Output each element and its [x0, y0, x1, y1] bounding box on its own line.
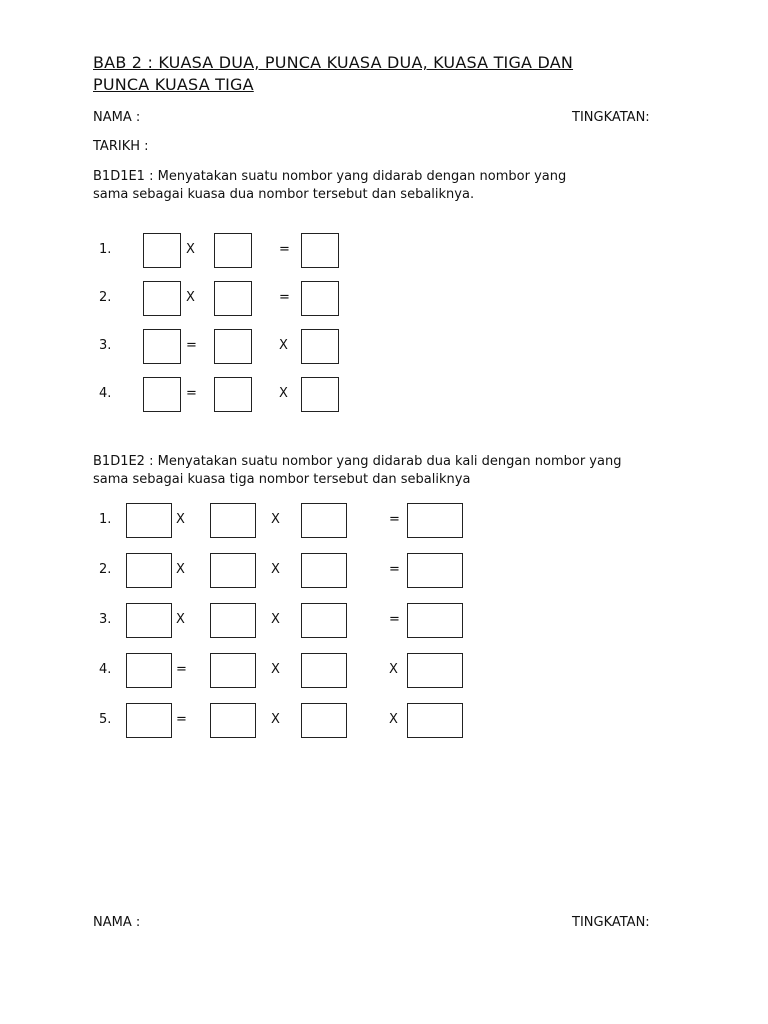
operator: X	[176, 612, 185, 627]
row-number: 3.	[99, 338, 112, 353]
answer-box[interactable]	[301, 377, 339, 412]
answer-box[interactable]	[407, 653, 463, 688]
footer-nama-label: NAMA :	[93, 915, 141, 930]
section2-line-2: sama sebagai kuasa tiga nombor tersebut dan sebaliknya	[93, 472, 471, 487]
row-number: 3.	[99, 612, 112, 627]
row-number: 2.	[99, 562, 112, 577]
footer-tingkatan-label: TINGKATAN:	[572, 915, 650, 930]
answer-box[interactable]	[407, 603, 463, 638]
answer-box[interactable]	[210, 653, 256, 688]
row-number: 2.	[99, 290, 112, 305]
section1-objective	[93, 168, 566, 204]
answer-box[interactable]	[407, 503, 463, 538]
answer-box[interactable]	[301, 503, 347, 538]
operator: X	[271, 612, 280, 627]
answer-box[interactable]	[214, 233, 252, 268]
answer-box[interactable]	[143, 377, 181, 412]
operator: X	[279, 338, 288, 353]
operator: =	[389, 562, 400, 577]
answer-box[interactable]	[214, 281, 252, 316]
operator: X	[271, 712, 280, 727]
operator: X	[389, 712, 398, 727]
answer-box[interactable]	[210, 503, 256, 538]
answer-box[interactable]	[301, 233, 339, 268]
answer-box[interactable]	[126, 703, 172, 738]
answer-box[interactable]	[126, 553, 172, 588]
operator: X	[271, 512, 280, 527]
nama-label: NAMA :	[93, 110, 141, 125]
operator: =	[176, 662, 187, 677]
page-title	[93, 52, 573, 96]
answer-box[interactable]	[301, 281, 339, 316]
operator: X	[186, 290, 195, 305]
answer-box[interactable]	[214, 377, 252, 412]
operator: =	[389, 512, 400, 527]
answer-box[interactable]	[301, 329, 339, 364]
operator: X	[271, 662, 280, 677]
operator: X	[271, 562, 280, 577]
section2-objective	[93, 453, 621, 489]
answer-box[interactable]	[407, 553, 463, 588]
answer-box[interactable]	[301, 553, 347, 588]
tarikh-label: TARIKH :	[93, 139, 149, 154]
answer-box[interactable]	[210, 553, 256, 588]
answer-box[interactable]	[143, 233, 181, 268]
answer-box[interactable]	[301, 603, 347, 638]
answer-box[interactable]	[126, 503, 172, 538]
row-number: 4.	[99, 386, 112, 401]
row-number: 1.	[99, 512, 112, 527]
answer-box[interactable]	[301, 703, 347, 738]
operator: =	[186, 338, 197, 353]
row-number: 1.	[99, 242, 112, 257]
answer-box[interactable]	[407, 703, 463, 738]
title-line-1: BAB 2 : KUASA DUA, PUNCA KUASA DUA, KUASA TIGA DAN	[93, 53, 574, 72]
operator: X	[176, 562, 185, 577]
answer-box[interactable]	[210, 603, 256, 638]
operator: X	[389, 662, 398, 677]
section1-line-1: B1D1E1 : Menyatakan suatu nombor yang didarab dengan nombor yang	[93, 169, 567, 184]
tingkatan-label: TINGKATAN:	[572, 110, 650, 125]
operator: =	[279, 242, 290, 257]
answer-box[interactable]	[126, 603, 172, 638]
operator: =	[279, 290, 290, 305]
answer-box[interactable]	[210, 703, 256, 738]
answer-box[interactable]	[126, 653, 172, 688]
operator: =	[176, 712, 187, 727]
section1-line-2: sama sebagai kuasa dua nombor tersebut dan sebaliknya.	[93, 187, 475, 202]
answer-box[interactable]	[301, 653, 347, 688]
section2-line-1: B1D1E2 : Menyatakan suatu nombor yang didarab dua kali dengan nombor yang	[93, 454, 622, 469]
operator: =	[389, 612, 400, 627]
answer-box[interactable]	[143, 281, 181, 316]
operator: X	[176, 512, 185, 527]
operator: X	[279, 386, 288, 401]
row-number: 5.	[99, 712, 112, 727]
row-number: 4.	[99, 662, 112, 677]
operator: =	[186, 386, 197, 401]
operator: X	[186, 242, 195, 257]
title-line-2: PUNCA KUASA TIGA	[93, 75, 254, 94]
answer-box[interactable]	[143, 329, 181, 364]
answer-box[interactable]	[214, 329, 252, 364]
